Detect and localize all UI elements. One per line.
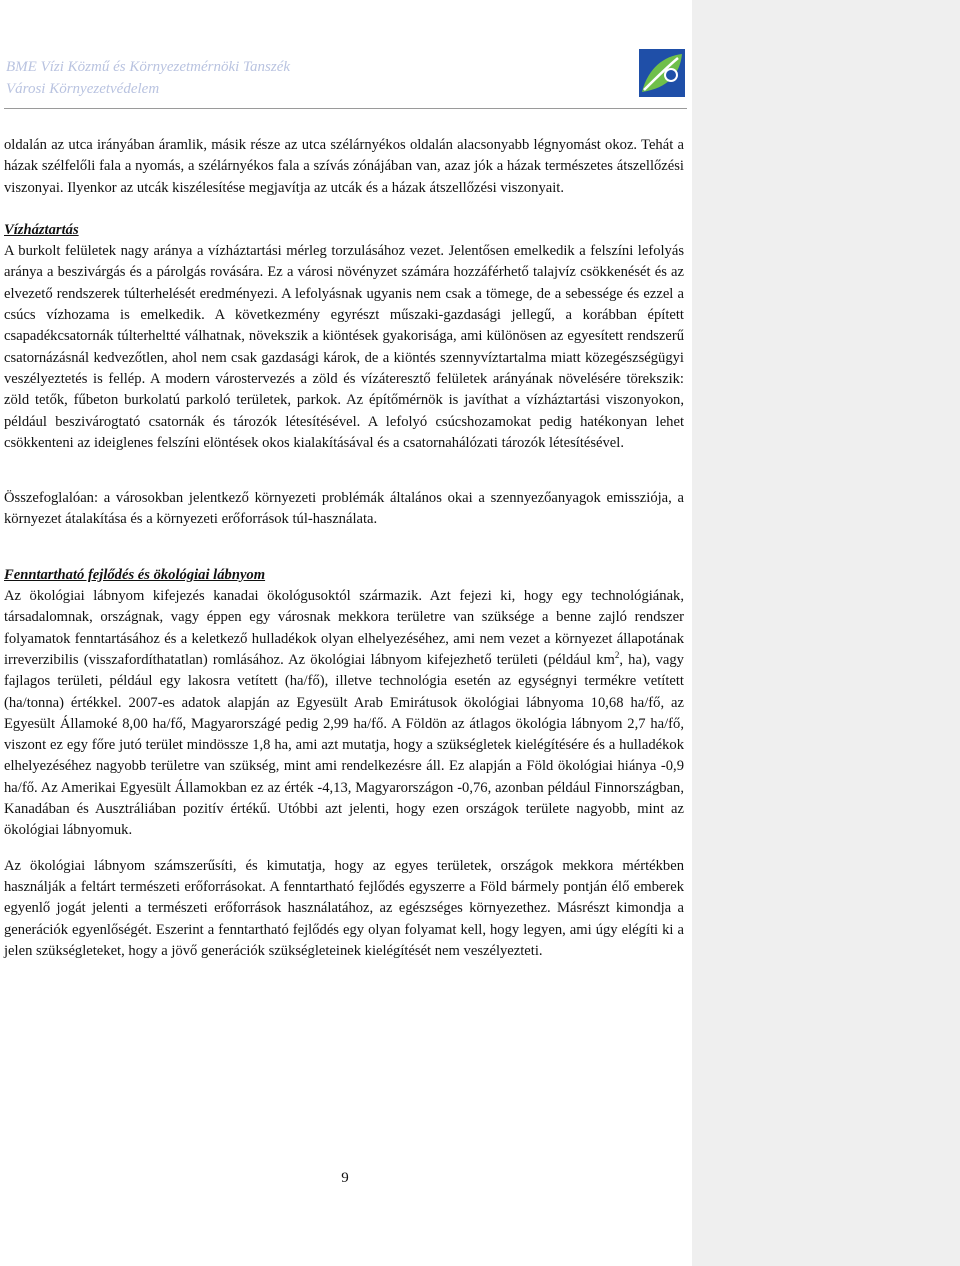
section-heading-sustainability: Fenntartható fejlődés és ökológiai lábnyom xyxy=(4,566,266,583)
leaf-logo-icon xyxy=(638,48,686,98)
section-heading-water-balance: Vízháztartás xyxy=(4,221,79,238)
header-course: Városi Környezetvédelem xyxy=(6,81,160,97)
paragraph-sustainable-development: Az ökológiai lábnyom számszerűsíti, és kimutatja, hogy az egyes területek, országok mekkora mértékben használják a feltárt természeti erőforrásokat. A fenntartható fejlődés egyszerre a Föld bármely pontján élő emberek egyenlő jogát jelenti a természeti erőforrások használatához, az egészséges környezethez. Másrészt kimondja a generációk egyenlőségét. Eszerint a fenntartható fejlődés egy olyan folyamat kell, hogy legyen, ami úgy elégíti ki a jelen szükségleteket, hogy a jövő generációk szükségleteinek kielégítését nem veszélyezteti. xyxy=(4,857,684,959)
page-header xyxy=(6,56,566,100)
paragraph-ventilation: oldalán az utca irányában áramlik, másik része az utca szélárnyékos oldalán alacsonyabb légnyomást okoz. Tehát a házak szélfelőli fala a nyomás, a szélárnyékos fala a szívás zónájában van, azaz jók a házak természetes átszellőzési viszonyai. Ilyenkor az utcák kiszélesítése megjavítja az utcák és a házak átszellőzési viszonyait. xyxy=(4,137,684,196)
footprint-text-start: Az ökológiai lábnyom kifejezés kanadai ökológusoktól származik. Azt fejezi ki, hogy egy technológiának, társadalomnak, országnak, vagy éppen egy városnak mekkora területre van szüksége a benne zajló rendszer folyamatok fenntartásához és a keletkező hulladékok olyan elhelyezéséhez, ami nem vezet a környezet állapotának irreverzibilis (visszafordíthatatlan) romlásához. Az ökológiai lábnyom kifejezhető területi (például km xyxy=(4,588,684,668)
paragraph-ecological-footprint xyxy=(4,586,684,842)
paragraph-summary: Összefoglalóan: a városokban jelentkező környezeti problémák általános okai a szennyezőanyagok emissziója, a környezet átalakítása és a környezeti erőforrások túl-használata. xyxy=(4,490,684,528)
header-department: BME Vízi Közmű és Környezetmérnöki Tanszék xyxy=(6,59,291,75)
footprint-text-rest: , ha), vagy fajlagos területi, például egy lakosra vetített (ha/fő), illetve technológia esetén az egységnyi termékre vetített (ha/tonna) értékkel. 2007-es adatok alapján az Egyesült Arab Emirátusok ökológiai lábnyoma 10,68 ha/fő, az Egyesült Államoké 8,00 ha/fő, Magyarországé pedig 2,99 ha/fő. A Földön az átlagos ökológia lábnyom 2,7 ha/fő, viszont ez egy főre jutó terület mindössze 1,8 ha, ami azt mutatja, hogy a szükségletek kielégítésére és a hulladékok elhelyezéséhez nagyobb területre van szükség, mint ami rendelkezésre áll. Ez alapján a Föld ökológiai hiánya -0,9 ha/fő. Az Amerikai Egyesült Államokban ez az érték -4,13, Magyarországon -0,76, azonban például Finnországban, Kanadában és Ausztráliában pozitív értékű. Utóbbi azt jelenti, hogy ezen országok területe nagyobb, mint az ökológiai lábnyomuk. xyxy=(4,651,684,839)
header-divider xyxy=(4,108,687,109)
page-number: 9 xyxy=(341,1170,349,1186)
paragraph-water-balance: A burkolt felületek nagy aránya a vízháztartási mérleg torzulásához vezet. Jelentősen emelkedik a felszíni lefolyás aránya a beszivárgás és a párolgás rovására. Ez a városi növényzet számára hozzáférhető talajvíz csökkenését és az elvezető rendszerek túlterhelését eredményezi. A lefolyásnak ugyanis nem csak a tömege, de a sebessége és ezzel a csúcs vízhozama is emelkedik. A következmény egyrészt műszaki-gazdasági jellegű, a korábban épített csapadékcsatornák túlterheltté válhatnak, növekszik a kiöntések gyakorisága, ami különösen az egyesített rendszerű csatornázásnál kedvezőtlen, ahol nem csak gazdasági károk, de a kiöntés szennyvíztartalma miatt közegészségügyi veszélyeztetés is fellép. A modern várostervezés a zöld és vízáteresztő felületek arányának növelésére törekszik: zöld tetők, fűbeton burkolatú parkoló területek, parkok. Az építőmérnök is javíthat a vízháztartási viszonyokon, például beszivárogtató csatornák és tározók létesítésével. A lefolyó csúcshozamokat pedig hatékonyan lehet csökkenteni az ideiglenes felszíni elöntések okos kialakításával és a csatornahálózati tározók létesítésével. xyxy=(4,243,684,451)
comment-margin-panel xyxy=(692,0,960,1266)
superscript-2: 2 xyxy=(614,650,620,661)
document-body xyxy=(4,135,684,962)
